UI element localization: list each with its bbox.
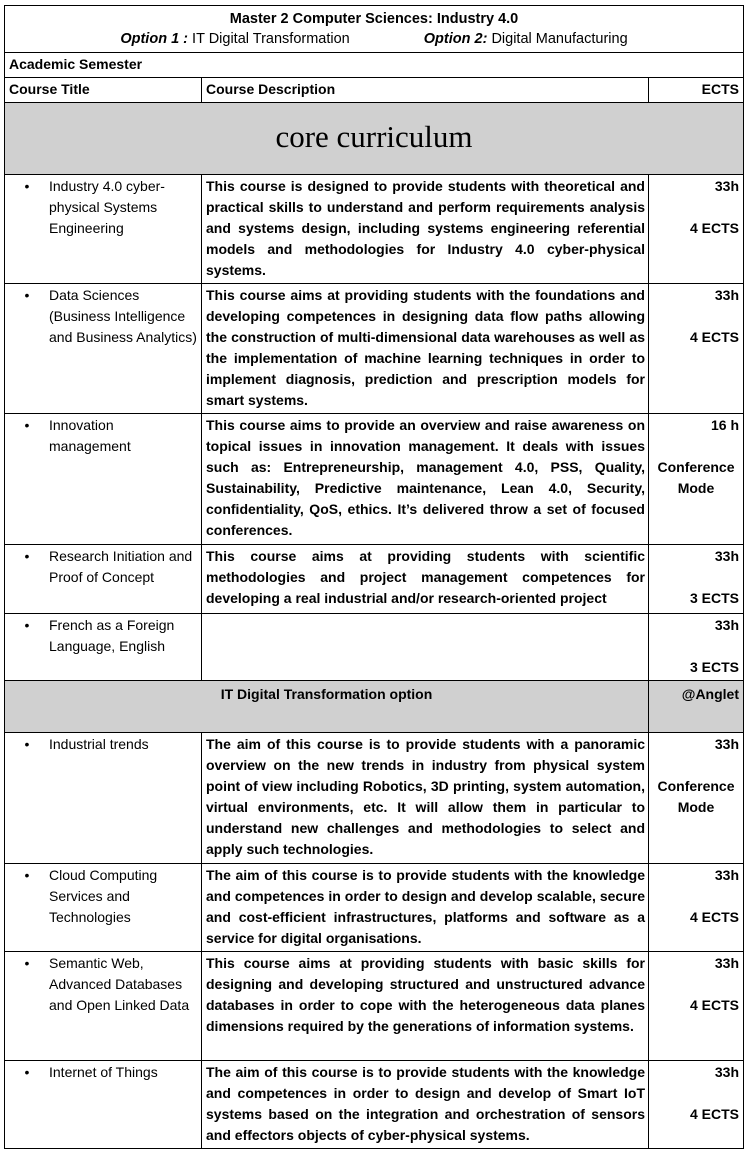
- header-row: [5, 6, 744, 53]
- bullet-icon: •: [24, 287, 30, 303]
- course-name: Data Sciences (Business Intelligence and Business Analytics): [49, 287, 197, 345]
- course-credits: 4 ECTS: [689, 997, 739, 1013]
- course-description: The aim of this course is to provide students with the knowledge and competences in order to design and develop of Smart IoT systems based on the integration and orchestration of sensors and effectors objects of cyber-physical systems.: [202, 1061, 649, 1149]
- curriculum-page: [4, 5, 743, 1149]
- course-hours: 33h: [714, 548, 739, 564]
- bullet-icon: •: [24, 617, 30, 633]
- course-ects-cell: [649, 864, 744, 952]
- col-ects: ECTS: [649, 78, 744, 103]
- course-description: This course aims to provide an overview and raise awareness on topical issues in innovation management. It deals with issues such as: Entrepreneurship, management 4.0, PSS, Quality, Sustainability, Predictive maintenance, Lean 4.0, Security, confidentiality, QoS, ethics. It’s delivered throw a set of focused conferences.: [202, 414, 649, 545]
- course-description: This course aims at providing students with scientific methodologies and project management competences for developing a real industrial and/or research-oriented project: [202, 545, 649, 614]
- bullet-icon: •: [24, 548, 30, 564]
- semester-label: Academic Semester: [5, 53, 744, 78]
- course-hours: 33h: [714, 1064, 739, 1080]
- bullet-icon: •: [24, 867, 30, 883]
- course-description: The aim of this course is to provide students with the knowledge and competences in order to design and develop scalable, secure and cost-efficient infrastructures, platforms and software as a service for digital organisations.: [202, 864, 649, 952]
- course-row: [5, 284, 744, 414]
- course-name: Industry 4.0 cyber-physical Systems Engineering: [49, 178, 165, 236]
- course-ects-cell: [649, 284, 744, 414]
- course-row: [5, 175, 744, 284]
- course-description: This course aims at providing students with basic skills for designing and developing structured and unstructured advance databases in order to cope with the heterogeneous data planes dimensions required by the generations of information systems.: [202, 952, 649, 1061]
- course-description: This course is designed to provide students with theoretical and practical skills to understand and perform requirements analysis and systems design, including systems engineering referential models and methodologies for Industry 4.0 cyber-physical systems.: [202, 175, 649, 284]
- course-name: Cloud Computing Services and Technologies: [49, 867, 158, 925]
- course-title-cell: [5, 414, 202, 545]
- course-title-cell: [5, 952, 202, 1061]
- course-credits: 4 ECTS: [689, 329, 739, 345]
- course-hours: 33h: [714, 287, 739, 303]
- course-row: [5, 1061, 744, 1149]
- option-section-location: @Anglet: [649, 681, 744, 733]
- col-course-title: Course Title: [5, 78, 202, 103]
- course-description: The aim of this course is to provide students with a panoramic overview on the new trends in industry from physical system point of view including Robotics, 3D printing, system automation, virtual environments, etc. It will allow them in particular to understand new challenges and methodologies to select and apply such technologies.: [202, 733, 649, 864]
- option-2-name: Digital Manufacturing: [491, 31, 628, 47]
- course-ects-cell: [649, 545, 744, 614]
- course-title-cell: [5, 733, 202, 864]
- option-section-row: [5, 681, 744, 733]
- course-ects-cell: [649, 1061, 744, 1149]
- course-row: [5, 733, 744, 864]
- option-2-label: Option 2:: [423, 31, 488, 47]
- course-row: [5, 545, 744, 614]
- semester-row: [5, 53, 744, 78]
- course-name: Semantic Web, Advanced Databases and Open Linked Data: [49, 955, 190, 1013]
- course-title-cell: [5, 1061, 202, 1149]
- course-name: French as a Foreign Language, English: [49, 617, 175, 654]
- course-ects-cell: [649, 175, 744, 284]
- course-row: [5, 864, 744, 952]
- course-credits: 3 ECTS: [689, 590, 739, 606]
- course-hours: 33h: [714, 178, 739, 194]
- course-credits: 4 ECTS: [689, 220, 739, 236]
- course-credits: 4 ECTS: [689, 909, 739, 925]
- course-hours: 16 h: [710, 417, 739, 433]
- options-line: [5, 29, 743, 52]
- course-credits: 3 ECTS: [689, 659, 739, 675]
- column-header-row: [5, 78, 744, 103]
- course-name: Industrial trends: [49, 736, 149, 752]
- option-1-name: IT Digital Transformation: [192, 31, 350, 47]
- course-description: [202, 614, 649, 681]
- course-row: [5, 414, 744, 545]
- course-name: Internet of Things: [49, 1064, 158, 1080]
- course-ects-cell: [649, 614, 744, 681]
- course-title-cell: [5, 284, 202, 414]
- course-credits: Conference Mode: [657, 459, 735, 496]
- course-title-cell: [5, 175, 202, 284]
- bullet-icon: •: [24, 1064, 30, 1080]
- course-hours: 33h: [714, 867, 739, 883]
- course-credits: Conference Mode: [657, 778, 735, 815]
- course-title-cell: [5, 614, 202, 681]
- course-ects-cell: [649, 414, 744, 545]
- option-courses: [5, 733, 744, 1149]
- course-hours: 33h: [714, 617, 739, 633]
- course-description: This course aims at providing students with the foundations and developing competences in designing data flow paths allowing the construction of multi-dimensional data warehouses as well as the implementation of machine learning techniques in order to implement diagnosis, prediction and prescription models for smart systems.: [202, 284, 649, 414]
- course-credits: 4 ECTS: [689, 1106, 739, 1122]
- course-ects-cell: [649, 952, 744, 1061]
- course-name: Research Initiation and Proof of Concept: [49, 548, 193, 585]
- curriculum-table: [4, 5, 744, 1149]
- course-title-cell: [5, 545, 202, 614]
- option-2: [424, 29, 628, 49]
- col-course-description: Course Description: [202, 78, 649, 103]
- core-curriculum-heading: core curriculum: [5, 103, 744, 175]
- course-hours: 33h: [714, 736, 739, 752]
- program-title: Master 2 Computer Sciences: Industry 4.0: [229, 11, 519, 27]
- option-1-label: Option 1 :: [120, 31, 189, 47]
- course-row: [5, 952, 744, 1061]
- course-title-cell: [5, 864, 202, 952]
- option-1: [120, 29, 349, 49]
- course-row: [5, 614, 744, 681]
- bullet-icon: •: [24, 736, 30, 752]
- bullet-icon: •: [24, 417, 30, 433]
- course-ects-cell: [649, 733, 744, 864]
- course-name: Innovation management: [49, 417, 131, 454]
- option-section-title: IT Digital Transformation option: [5, 681, 649, 733]
- core-heading-row: [5, 103, 744, 175]
- core-courses: [5, 175, 744, 681]
- bullet-icon: •: [24, 178, 30, 194]
- course-hours: 33h: [714, 955, 739, 971]
- bullet-icon: •: [24, 955, 30, 971]
